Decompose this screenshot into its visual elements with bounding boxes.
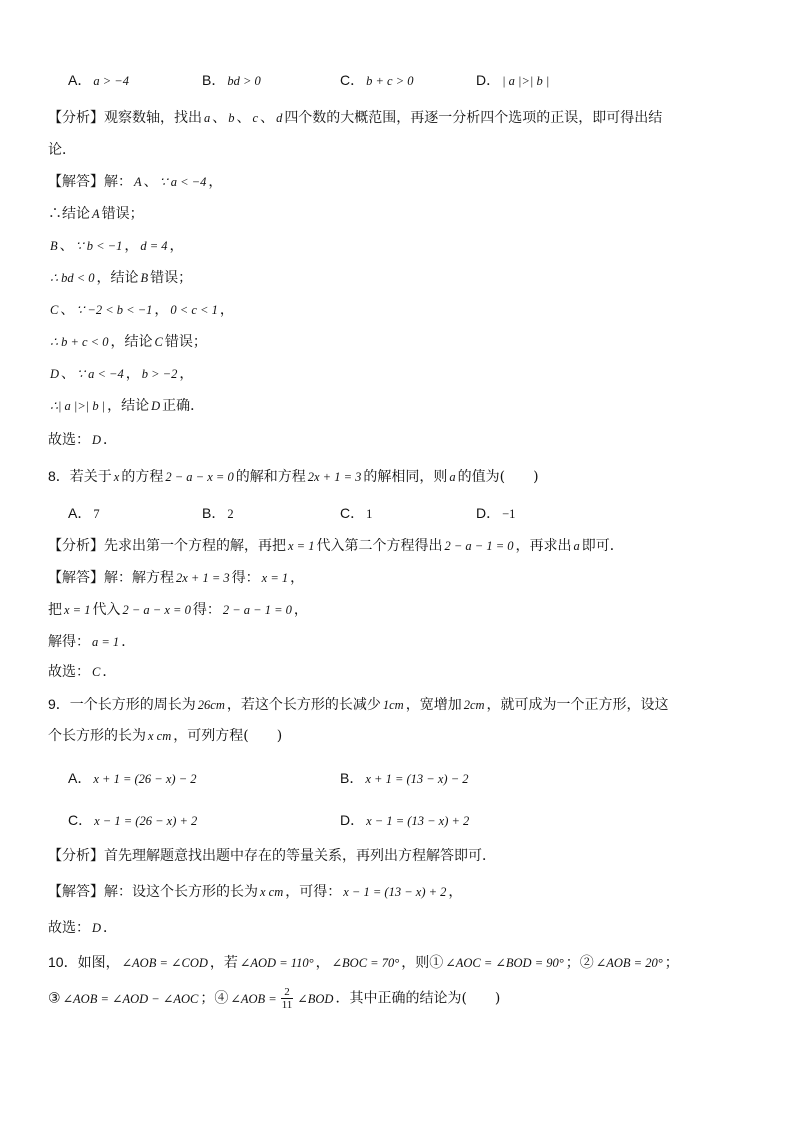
q7-option-c: C． b + c > 0 xyxy=(340,72,414,88)
q7-solution-l5: C 、 ∵ −2 < b < −1 ， 0 < c < 1 ， xyxy=(50,302,234,318)
q7-option-b: B． bd > 0 xyxy=(202,72,261,88)
q7-solution-l2: ∴结论 A 错误； xyxy=(48,206,144,222)
q8-option-d: D． −1 xyxy=(476,505,516,521)
q7-solution-l7: D 、 ∵ a < −4 ， b > −2 ， xyxy=(50,366,194,382)
q7-option-a: A． a > −4 xyxy=(68,72,129,88)
q7-solution-l1: 【解答】解： A 、 ∵ a < −4 ， xyxy=(48,174,223,190)
q9-analysis: 【分析】首先理解题意找出题中存在的等量关系，再列出方程解答即可． xyxy=(48,848,496,864)
q8-solution-l1: 【解答】解：解方程 2x + 1 = 3 得： x = 1 ， xyxy=(48,570,305,586)
q9-stem-l2: 个长方形的长为 x cm ，可列方程( ) xyxy=(48,728,283,744)
q7-option-c-expr: b + c > 0 xyxy=(366,74,414,88)
q7-solution-l3: B 、 ∵ b < −1 ， d = 4 ， xyxy=(50,238,184,254)
q9-solution: 【解答】解：设这个长方形的长为 x cm ，可得： x − 1 = (13 − x) + 2 ， xyxy=(48,884,463,900)
q9-option-d: D． x − 1 = (13 − x) + 2 xyxy=(340,812,470,828)
q9-answer: 故选： D ． xyxy=(48,920,118,936)
q7-option-d: D． | a |>| b | xyxy=(476,72,550,88)
q8-option-b: B． 2 xyxy=(202,505,234,521)
q7-solution-l8: ∴| a |>| b | ，结论 D 正确． xyxy=(50,398,205,414)
q7-solution-l4: ∴ bd < 0 ，结论 B 错误； xyxy=(50,270,193,286)
q7-option-d-expr: | a |>| b | xyxy=(502,74,550,88)
q8-analysis: 【分析】先求出第一个方程的解，再把 x = 1 代入第二个方程得出 2 − a − 1 = 0 ，再求出 a 即可． xyxy=(48,538,624,554)
q9-option-a: A． x + 1 = (26 − x) − 2 xyxy=(68,770,197,786)
q8-stem: 8．若关于 x 的方程 2 − a − x = 0 的解和方程 2x + 1 = 3 的解相同，则 a 的值为( ) xyxy=(48,468,539,485)
q8-solution-l3: 解得： a = 1 ． xyxy=(48,634,136,650)
q10-stem-l1: 10．如图， ∠AOB = ∠COD ，若 ∠AOD = 110° ， ∠BOC = 70° ，则① ∠AOC = ∠BOD = 90° ；② ∠AOB = 20° ； xyxy=(48,954,679,971)
q8-answer: 故选： C ． xyxy=(48,664,117,680)
q8-solution-l2: 把 x = 1 代入 2 − a − x = 0 得： 2 − a − 1 = 0 ， xyxy=(48,602,308,618)
q9-stem-l1: 9．一个长方形的周长为 26cm ，若这个长方形的长减少 1cm ，宽增加 2cm ，就可成为一个正方形，设这 xyxy=(48,696,669,713)
q7-solution-l6: ∴ b + c < 0 ，结论 C 错误； xyxy=(50,334,207,350)
q7-option-b-expr: bd > 0 xyxy=(227,74,261,88)
q7-analysis-cont: 论． xyxy=(48,142,76,158)
q7-answer: 故选： D ． xyxy=(48,432,118,448)
q9-option-c: C． x − 1 = (26 − x) + 2 xyxy=(68,812,198,828)
q8-option-c: C． 1 xyxy=(340,505,373,521)
q7-option-a-expr: a > −4 xyxy=(93,74,129,88)
q8-option-a: A． 7 xyxy=(68,505,100,521)
q10-stem-l2: ③ ∠AOB = ∠AOD − ∠AOC ；④ ∠AOB = $\frac{2}{11}$ ∠BOD ．其中正确的结论为( ) xyxy=(48,986,501,1011)
q9-option-b: B． x + 1 = (13 − x) − 2 xyxy=(340,770,469,786)
q7-analysis: 【分析】观察数轴，找出 a 、 b 、 c 、 d 四个数的大概范围，再逐一分析四个选项的正误，即可得出结 xyxy=(48,110,663,126)
fraction-2-11: $\frac{2}{11}$ xyxy=(281,986,293,1011)
